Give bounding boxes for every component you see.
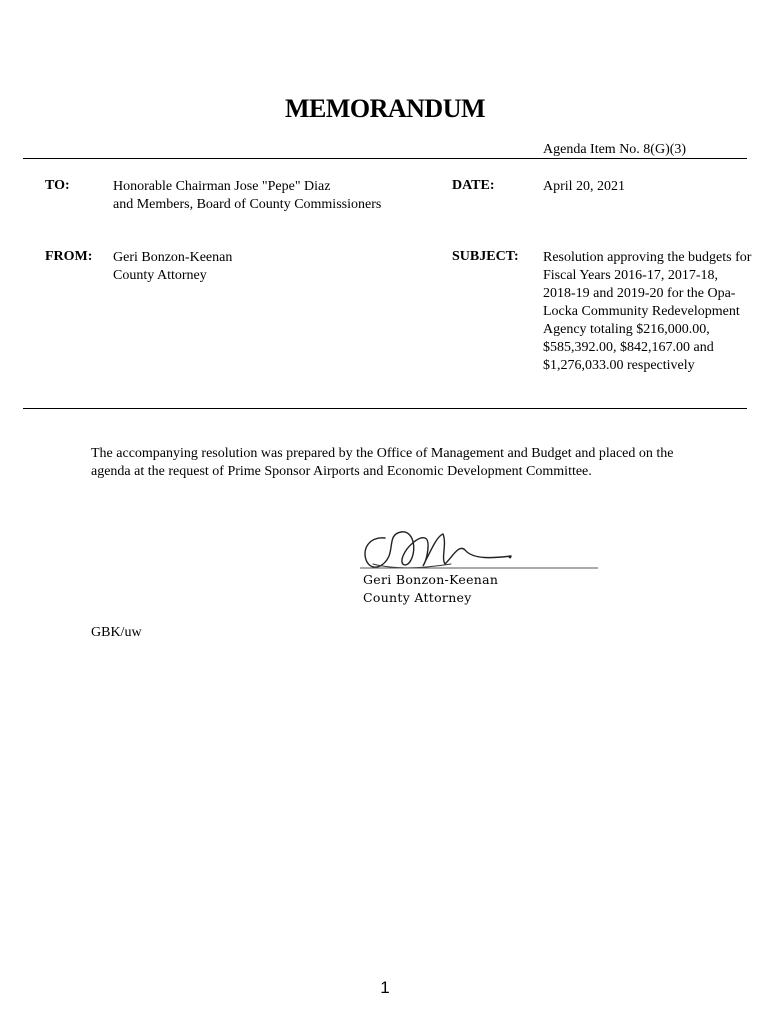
subject-label: SUBJECT:	[452, 249, 519, 264]
handwritten-signature	[355, 520, 605, 578]
agenda-item-number: Agenda Item No. 8(G)(3)	[543, 142, 687, 157]
signatory-title: County Attorney	[363, 590, 472, 605]
from-sender	[113, 249, 232, 285]
reference-initials: GBK/uw	[91, 625, 142, 640]
to-line-2: and Members, Board of County Commissioners	[113, 197, 382, 212]
to-recipient	[113, 178, 381, 214]
signatory-name: Geri Bonzon-Keenan	[363, 572, 499, 587]
date-label: DATE:	[452, 178, 495, 193]
from-line-1: Geri Bonzon-Keenan	[113, 250, 233, 265]
date-value: April 20, 2021	[543, 179, 626, 194]
to-label: TO:	[45, 178, 70, 193]
from-label: FROM:	[45, 249, 93, 264]
body-paragraph: The accompanying resolution was prepared by the Office of Management and Budget and placed on the agenda at the request of Prime Sponsor Airports and Economic Development Committee.	[91, 446, 674, 479]
to-line-1: Honorable Chairman Jose "Pepe" Diaz	[113, 179, 331, 194]
header-divider-top	[23, 158, 747, 159]
header-divider-bottom	[23, 408, 747, 409]
signatory-block	[363, 571, 498, 607]
from-line-2: County Attorney	[113, 268, 207, 283]
page-number: 1	[380, 978, 390, 997]
subject-text: Resolution approving the budgets for Fiscal Years 2016-17, 2017-18, 2018-19 and 2019-20 for the Opa-Locka Community Redevelopment Agency totaling $216,000.00, $585,392.00, $842,167.00 and $1,276,033.00 respectively	[543, 250, 752, 373]
memo-title: MEMORANDUM	[284, 94, 486, 123]
